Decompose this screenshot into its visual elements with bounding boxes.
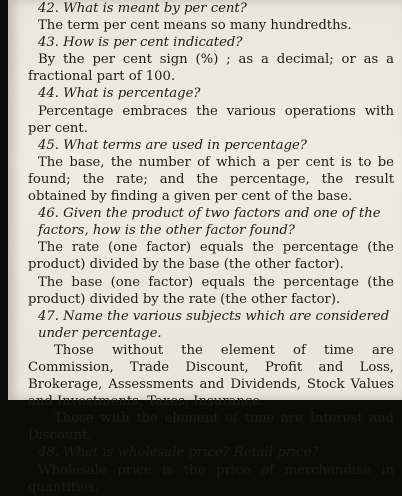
book-page [8, 0, 402, 495]
answer-46-rate: The rate (one factor) equals the percentage (the product) divided by the base (the other factor). [28, 240, 394, 273]
question-42: 42. What is meant by per cent? [38, 1, 247, 16]
answer-48: Wholesale price is the price of merchandise in quantities. [28, 462, 394, 495]
answer-45: The base, the number of which a per cent is to be found; the rate; and the percentage, the result obtained by finding a given per cent of the base. [28, 154, 394, 205]
answer-42: The term per cent means so many hundredths. [38, 18, 352, 34]
answer-47-without-time: Those without the element of time are Commission, Trade Discount, Profit and Loss, Brokerage, Assessments and Dividends, Stock Values and Investments, Taxes, Insurance. [28, 342, 394, 410]
page-content [28, 0, 394, 496]
question-47: 47. Name the various subjects which are considered under percentage. [38, 308, 390, 341]
answer-43: By the per cent sign (%) ; as a decimal; or as a fractional part of 100. [28, 52, 394, 85]
question-48: 48. What is wholesale price? Retail price? [38, 445, 319, 461]
question-44: 44. What is percentage? [38, 86, 201, 102]
answer-46-base: The base (one factor) equals the percentage (the product) divided by the rate (the other factor). [28, 274, 394, 307]
question-45: 45. What terms are used in percentage? [38, 137, 307, 153]
answer-44: Percentage embraces the various operations with per cent. [28, 103, 394, 136]
question-43: 43. How is per cent indicated? [38, 35, 243, 51]
question-46: 46. Given the product of two factors and one of the factors, how is the other factor found? [38, 206, 381, 239]
answer-47-with-time: Those with the element of time are Interest and Discount. [28, 411, 394, 444]
